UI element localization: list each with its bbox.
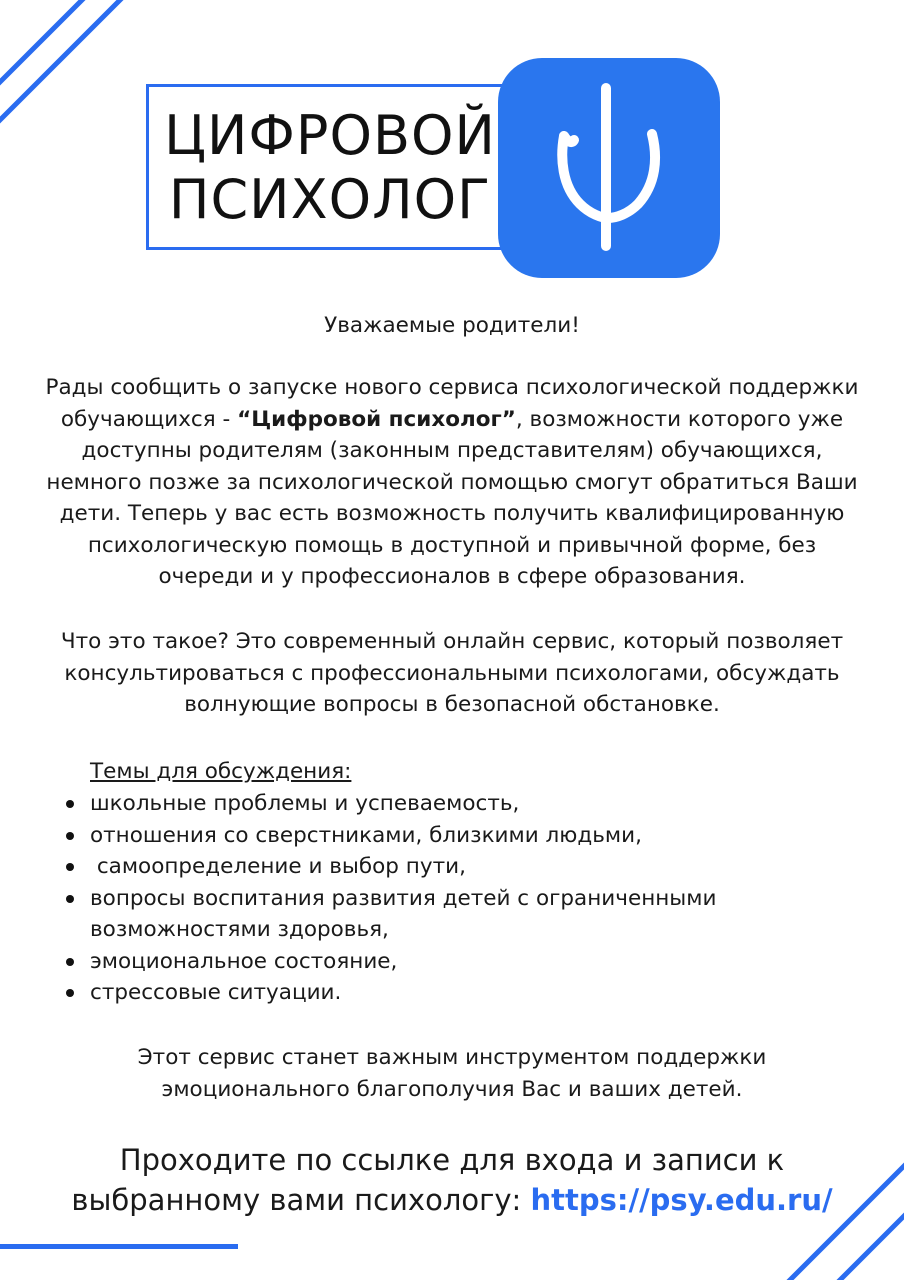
service-link[interactable]: https://psy.edu.ru/ [530,1183,833,1217]
topics-title: Темы для обсуждения: [90,759,352,784]
logo-wordmark [160,104,500,232]
intro-text-start: Рады сообщить о запуске нового сервиса психологической поддержки обучающихся - [45,375,859,432]
list-item: вопросы воспитания развития детей с ограниченными возможностями здоровья, [62,883,842,946]
closing-paragraph: Этот сервис станет важным инструментом поддержки эмоционального благополучия Вас и ваших детей. [137,1045,767,1102]
logo-line-2: ПСИХОЛОГ [168,168,492,231]
cta-text: Проходите по ссылке для входа и записи к выбранному вами психологу: [71,1143,785,1217]
list-item: самоопределение и выбор пути, [62,851,842,883]
logo-tile [498,58,720,278]
bottom-accent-bar [0,1244,238,1249]
logo-line-1: ЦИФРОВОЙ [164,104,496,167]
service-name: “Цифровой психолог” [237,406,516,432]
intro-text-end: , возможности которого уже доступны родителям (законным представителям) обучающихся, немного позже за психологической помощью смогут обратиться Ваши дети. Теперь у вас есть возможность получить квалифицированную психологическую помощь в доступной и привычной форме, без очереди и у профессионалов в сфере образования. [46,406,858,589]
call-to-action [40,1140,864,1220]
list-item: отношения со сверстниками, близкими людьми, [62,820,842,852]
what-is-paragraph: Что это такое? Это современный онлайн сервис, который позволяет консультироваться с профессиональными психологами, обсуждать волнующие вопросы в безопасной обстановке. [60,629,844,717]
psi-icon [498,58,720,278]
list-item: школьные проблемы и успеваемость, [62,788,842,820]
list-item: эмоциональное состояние, [62,946,842,978]
intro-paragraph [40,372,864,593]
greeting: Уважаемые родители! [324,313,580,338]
topics-list [62,788,842,1009]
list-item: стрессовые ситуации. [62,977,842,1009]
